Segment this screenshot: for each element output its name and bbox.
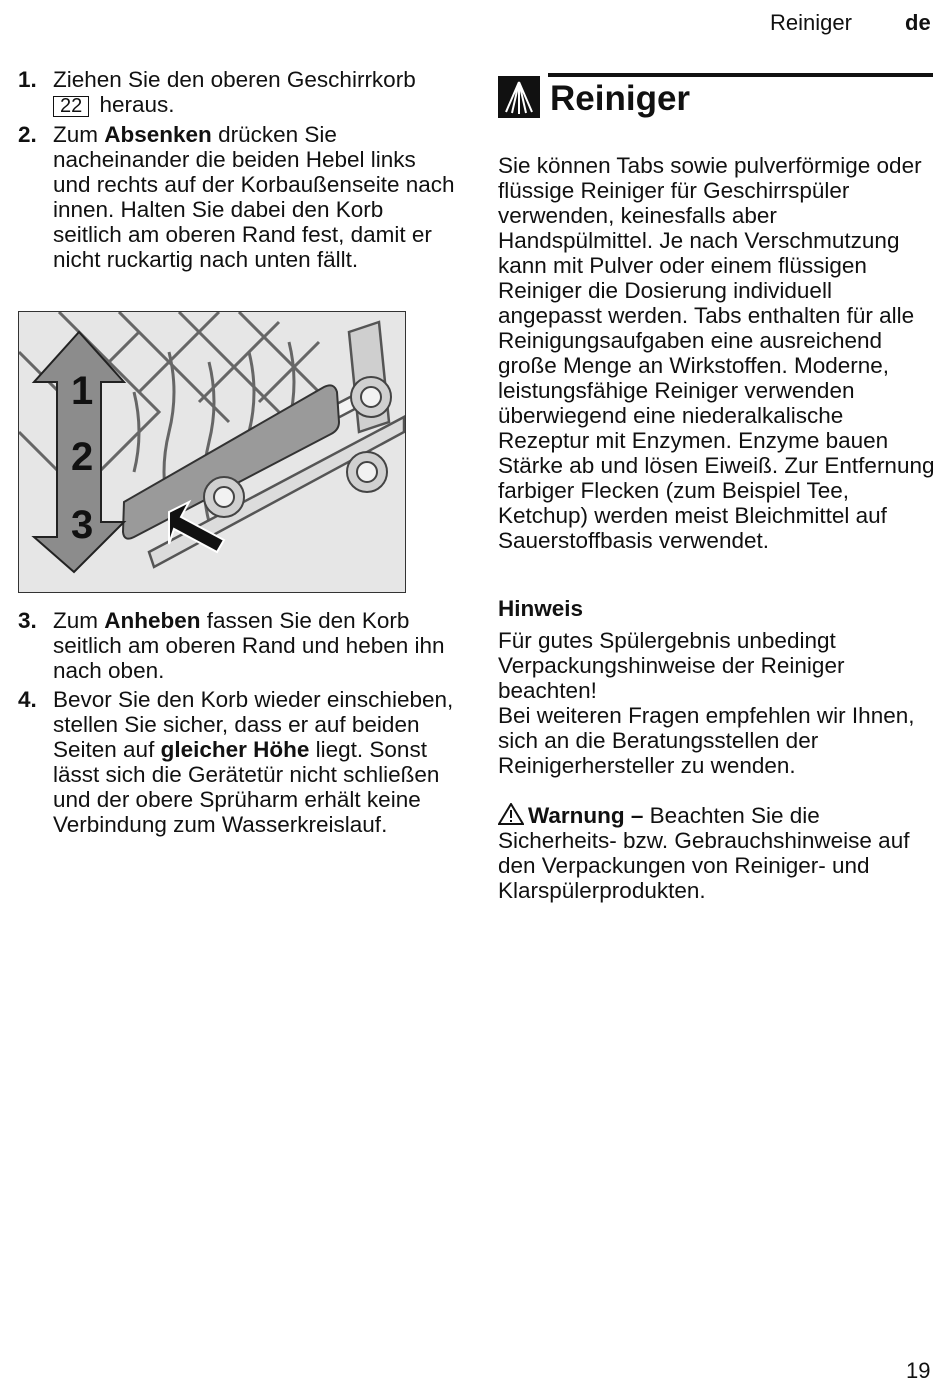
figure-label-3: 3 bbox=[71, 503, 94, 547]
step-number: 4. bbox=[18, 687, 37, 712]
step-emphasis: gleicher Höhe bbox=[160, 737, 310, 762]
step-text: Zum bbox=[53, 122, 105, 147]
detergent-intro-text: Sie können Tabs sowie pulverförmige oder flüssige Reiniger für Geschirrspüler verwenden, keinesfalls aber Handspülmittel. Je nach Verschmutzung kann mit Pulver oder einem flüssigen Reiniger die Dosierung individuell angepasst werden. Tabs enthalten für alle Reinigungsaufgaben eine ausreichend große Menge an Wirkstoffen. Moderne, leistungsfähige Reiniger verwenden überwiegend eine niederalkalische Rezeptur mit Enzymen. Enzyme bauen Stärke ab und lösen Eiweiß. Zur Entfernung farbiger Flecken (zum Beispiel Tee, Ketchup) werden meist Bleichmittel auf Sauerstoffbasis verwendet. bbox=[498, 153, 935, 553]
note-paragraph: Für gutes Spülergebnis unbedingt Verpackungshinweise der Reiniger beachten! bbox=[498, 628, 845, 703]
part-reference-box: 22 bbox=[53, 96, 89, 117]
detergent-icon bbox=[498, 76, 540, 118]
figure-label-2: 2 bbox=[71, 435, 94, 479]
note-paragraph: Bei weiteren Fragen empfehlen wir Ihnen, sich an die Beratungsstellen der Reinigerhersteller zu wenden. bbox=[498, 703, 915, 778]
warning-label: Warnung – bbox=[528, 803, 644, 828]
step-text: liegt. Sonst lässt sich die Gerätetür nicht schließen und der obere Sprüharm erhält keine Verbindung zum Wasserkreislauf. bbox=[53, 737, 440, 837]
step-number: 1. bbox=[18, 67, 37, 92]
step-text: heraus. bbox=[93, 92, 175, 117]
running-header-language: de bbox=[905, 10, 931, 35]
step-emphasis: Absenken bbox=[104, 122, 212, 147]
left-column bbox=[18, 67, 458, 272]
step-number: 2. bbox=[18, 122, 37, 147]
page-number: 19 bbox=[906, 1358, 931, 1383]
step-text: drücken Sie nacheinander die beiden Hebel links und rechts auf der Korbaußenseite nach innen. Halten Sie dabei den Korb seitlich am oberen Rand fest, damit er nicht ruckartig nach unten fällt. bbox=[53, 122, 455, 272]
warning-block bbox=[498, 803, 938, 903]
section-title: Reiniger bbox=[550, 79, 691, 118]
step-text: Zum bbox=[53, 608, 105, 633]
left-column-lower bbox=[18, 608, 458, 837]
step-1 bbox=[18, 67, 458, 117]
step-text: Bevor Sie den Korb wieder einschieben, stellen Sie sicher, dass er auf beiden Seiten auf bbox=[53, 687, 454, 762]
note-heading: Hinweis bbox=[498, 596, 584, 621]
basket-illustration-svg bbox=[19, 312, 405, 592]
step-4 bbox=[18, 687, 458, 837]
step-text: Ziehen Sie den oberen Geschirrkorb bbox=[53, 67, 416, 92]
section-rule bbox=[548, 73, 933, 77]
running-header-section: Reiniger bbox=[770, 10, 852, 35]
step-number: 3. bbox=[18, 608, 37, 633]
step-text: fassen Sie den Korb seitlich am oberen Rand und heben ihn nach oben. bbox=[53, 608, 445, 683]
step-2 bbox=[18, 122, 458, 272]
warning-text: Beachten Sie die Sicherheits- bzw. Gebrauchshinweise auf den Verpackungen von Reiniger- und Klarspülerprodukten. bbox=[498, 803, 910, 903]
step-emphasis: Anheben bbox=[104, 608, 201, 633]
warning-triangle-icon bbox=[498, 803, 524, 825]
figure-label-1: 1 bbox=[71, 369, 94, 413]
basket-adjustment-illustration bbox=[18, 311, 406, 593]
note-body bbox=[498, 628, 938, 778]
step-3 bbox=[18, 608, 458, 683]
